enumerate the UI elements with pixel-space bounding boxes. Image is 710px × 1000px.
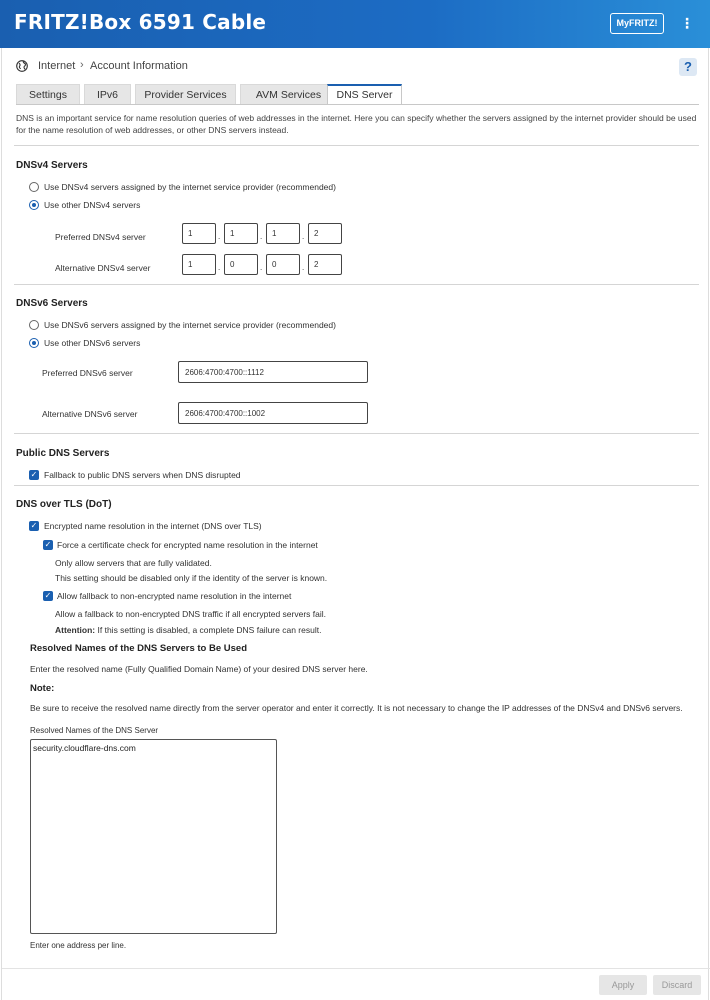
dot-heading: DNS over TLS (DoT) [16,499,112,510]
app-title: FRITZ!Box 6591 Cable [14,10,267,34]
divider [14,433,699,434]
dnsv4-preferred-octet-3[interactable] [266,223,300,244]
dnsv4-alternative-octet-4[interactable] [308,254,342,275]
note-heading: Note: [30,683,55,694]
dnsv4-other-label[interactable]: Use other DNSv4 servers [44,200,141,210]
tab-underline [16,104,699,105]
dot-fallback-checkbox[interactable]: ✓ [44,591,52,600]
octet-separator: . [218,232,221,241]
tab-ipv6[interactable]: IPv6 [84,84,131,104]
dnsv4-preferred-octet-4[interactable] [308,223,342,244]
dot-enable-checkbox[interactable]: ✓ [30,521,38,530]
dot-cert-label[interactable]: Force a certificate check for encrypted name resolution in the internet [57,540,318,550]
dot-cert-checkbox[interactable]: ✓ [44,540,52,549]
dnsv4-other-radio[interactable] [29,200,39,210]
help-icon[interactable]: ? [679,58,697,76]
dnsv6-preferred-label: Preferred DNSv6 server [42,368,133,378]
dot-fallback-label[interactable]: Allow fallback to non-encrypted name resolution in the internet [57,591,292,601]
dnsv4-preferred-octet-2[interactable] [224,223,258,244]
breadcrumb-account-information[interactable]: Account Information [90,60,188,72]
content-panel [1,48,709,1000]
resolved-description: Enter the resolved name (Fully Qualified Domain Name) of your desired DNS server here. [30,664,368,674]
attention-label: Attention: [55,625,96,635]
more-menu-icon[interactable]: ⋮ [680,15,694,31]
dnsv4-preferred-octet-1[interactable] [182,223,216,244]
octet-separator: . [302,263,305,272]
octet-separator: . [260,232,263,241]
divider [14,485,699,486]
resolved-hint: Enter one address per line. [30,941,127,950]
app-header [0,0,710,48]
public-dns-fallback-label[interactable]: Fallback to public DNS servers when DNS disrupted [44,470,241,480]
note-text: Be sure to receive the resolved name directly from the server operator and enter it correctly. It is not necessary to change the IP addresses of the DNSv4 and DNSv6 servers. [30,703,683,713]
dnsv4-alternative-octet-3[interactable] [266,254,300,275]
octet-separator: . [218,263,221,272]
globe-icon [16,60,28,72]
apply-button[interactable]: Apply [599,975,647,995]
attention-text: If this setting is disabled, a complete DNS failure can result. [95,625,322,635]
dnsv4-alternative-label: Alternative DNSv4 server [55,263,151,273]
dnsv4-alternative-octet-2[interactable] [224,254,258,275]
dot-cert-note-1: Only allow servers that are fully validated. [55,558,212,568]
resolved-heading: Resolved Names of the DNS Servers to Be Used [30,643,247,654]
breadcrumb-internet[interactable]: Internet [38,60,76,72]
dnsv6-alternative-label: Alternative DNSv6 server [42,409,138,419]
dnsv4-preferred-label: Preferred DNSv4 server [55,232,146,242]
dot-enable-label[interactable]: Encrypted name resolution in the internet (DNS over TLS) [44,521,262,531]
discard-button[interactable]: Discard [653,975,701,995]
myfritz-button[interactable]: MyFRITZ! [610,13,664,34]
dnsv6-other-radio[interactable] [29,338,39,348]
tab-provider-services[interactable]: Provider Services [135,84,236,104]
divider [14,284,699,285]
octet-separator: . [260,263,263,272]
dnsv4-heading: DNSv4 Servers [16,160,88,171]
dnsv6-other-label[interactable]: Use other DNSv6 servers [44,338,141,348]
dnsv6-heading: DNSv6 Servers [16,298,88,309]
dnsv4-isp-label[interactable]: Use DNSv4 servers assigned by the internet service provider (recommended) [44,182,336,192]
resolved-field-label: Resolved Names of the DNS Server [30,726,159,735]
public-dns-heading: Public DNS Servers [16,448,110,459]
tab-dns-server[interactable]: DNS Server [327,84,402,105]
dot-fallback-note: Allow a fallback to non-encrypted DNS traffic if all encrypted servers fail. [55,609,327,619]
dot-attention-note [55,625,321,635]
dnsv6-alternative-input[interactable] [178,402,368,424]
dot-cert-note-2: This setting should be disabled only if the identity of the server is known. [55,573,328,583]
dnsv6-isp-radio[interactable] [29,320,39,330]
octet-separator: . [302,232,305,241]
public-dns-fallback-checkbox[interactable]: ✓ [30,470,38,479]
dnsv6-isp-label[interactable]: Use DNSv6 servers assigned by the internet service provider (recommended) [44,320,336,330]
breadcrumb-separator: › [80,59,84,71]
tab-avm-services[interactable]: AVM Services [240,84,337,104]
intro-text: DNS is an important service for name resolution queries of web addresses in the internet. Here you can specify whether the servers assigned by the internet provider should be used for the name resolution of web addresses, or other DNS servers instead. [16,113,697,135]
resolved-names-textarea[interactable] [30,739,277,934]
divider [14,145,699,146]
dnsv6-preferred-input[interactable] [178,361,368,383]
dnsv4-isp-radio[interactable] [29,182,39,192]
tab-settings[interactable]: Settings [16,84,80,104]
footer-divider [2,968,710,969]
dnsv4-alternative-octet-1[interactable] [182,254,216,275]
